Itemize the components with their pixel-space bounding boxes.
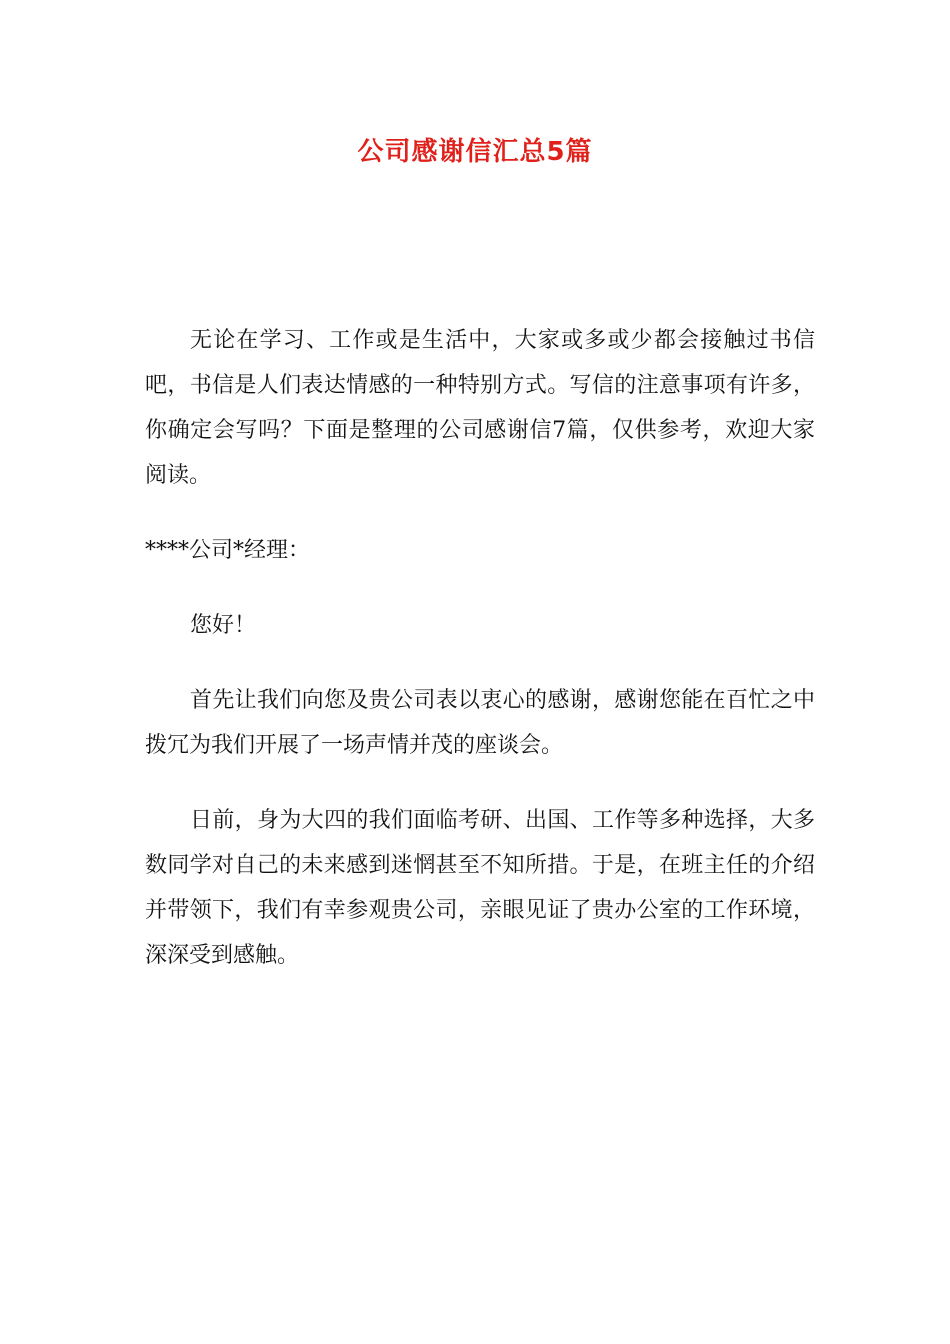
paragraph-greeting: 您好！: [190, 613, 257, 638]
document-body: [145, 318, 815, 978]
paragraph-intro: 无论在学习、工作或是生活中，大家或多或少都会接触过书信吧，书信是人们表达情感的一种特别方式。写信的注意事项有许多，你确定会写吗？下面是整理的公司感谢信7篇，仅供参考，欢迎大家阅读。: [145, 328, 815, 488]
paragraph-background: 日前，身为大四的我们面临考研、出国、工作等多种选择，大多数同学对自己的未来感到迷惘甚至不知所措。于是，在班主任的介绍并带领下，我们有幸参观贵公司，亲眼见证了贵办公室的工作环境，深深受到感触。: [145, 808, 815, 968]
document-title: 公司感谢信汇总5篇: [357, 137, 593, 167]
paragraph-thanks: 首先让我们向您及贵公司表以衷心的感谢，感谢您能在百忙之中拨冗为我们开展了一场声情并茂的座谈会。: [145, 688, 815, 758]
paragraph-salutation: ****公司*经理：: [145, 538, 311, 563]
